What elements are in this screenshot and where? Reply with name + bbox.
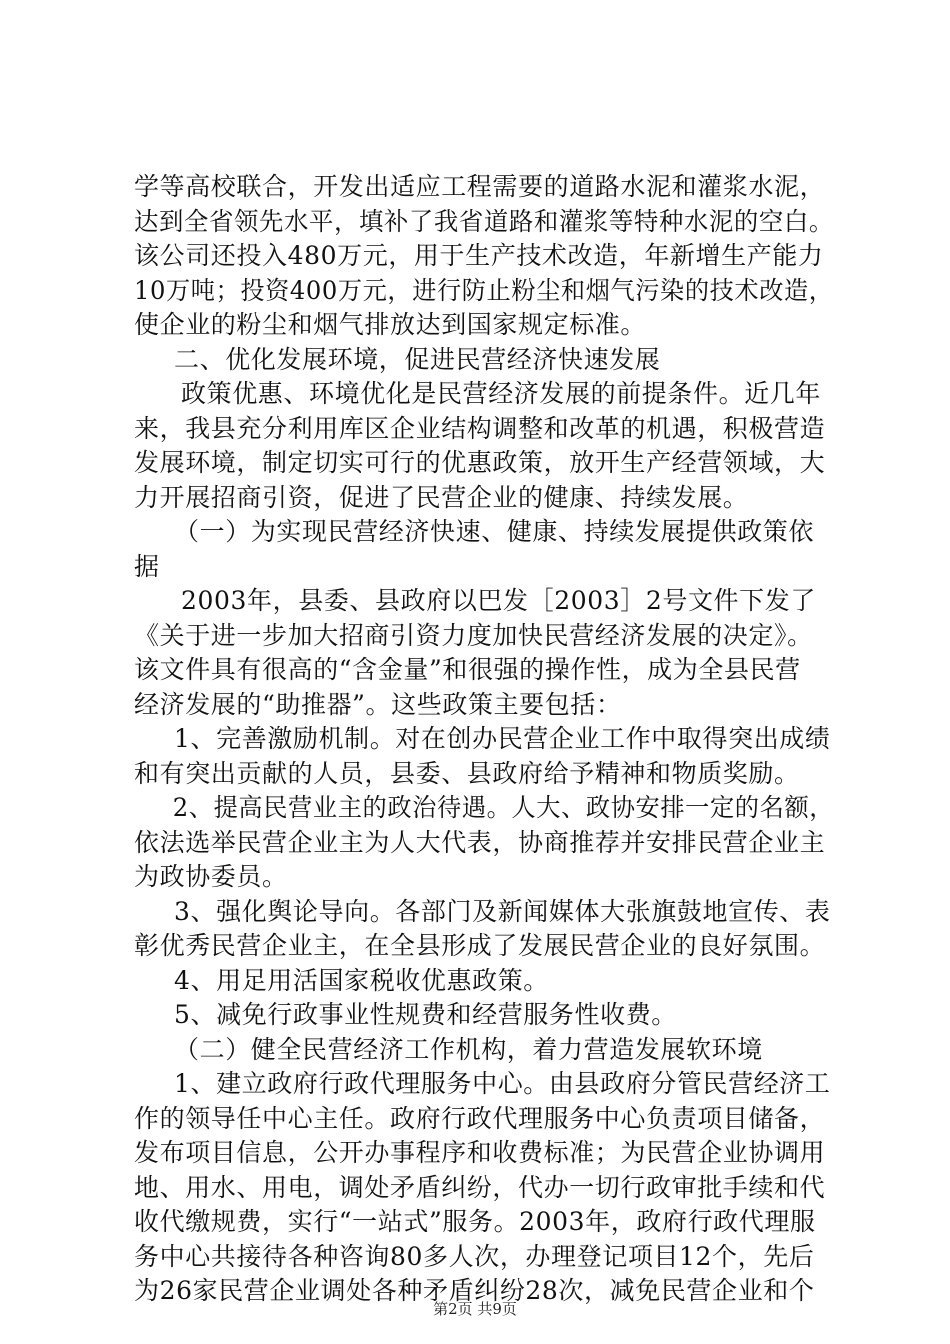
text-line: 《关于进一步加大招商引资力度加快民营经济发展的决定》。: [134, 620, 813, 650]
text-line: 10万吨；投资400万元，进行防止粉尘和烟气污染的技术改造，: [134, 275, 834, 305]
text-line: 务中心共接待各种咨询80多人次，办理登记项目12个，先后: [134, 1241, 815, 1271]
body-text: [134, 170, 834, 1309]
text-line: 和有突出贡献的人员，县委、县政府给予精神和物质奖励。: [134, 758, 800, 788]
text-line: 达到全省领先水平，填补了我省道路和灌浆等特种水泥的空白。: [134, 206, 834, 236]
text-line: 据: [134, 551, 160, 581]
text-line: 来，我县充分利用库区企业结构调整和改革的机遇，积极营造: [134, 413, 826, 443]
text-line: 2、提高民营业主的政治待遇。人大、政协安排一定的名额，: [172, 793, 835, 822]
text-line: （二）健全民营经济工作机构，着力营造发展软环境: [174, 1034, 763, 1064]
text-line: 1、完善激励机制。对在创办民营企业工作中取得突出成绩: [174, 724, 831, 753]
text-line: 5、减免行政事业性规费和经营服务性收费。: [174, 1000, 677, 1029]
text-line: （一）为实现民营经济快速、健康、持续发展提供政策依: [174, 517, 815, 546]
text-line: 2003年，县委、县政府以巴发［2003］2号文件下发了: [181, 586, 816, 615]
text-line: 该公司还投入480万元，用于生产技术改造，年新增生产能力: [134, 241, 824, 270]
text-line: 发展环境，制定切实可行的优惠政策，放开生产经营领域，大: [134, 448, 826, 477]
text-line: 3、强化舆论导向。各部门及新闻媒体大张旗鼓地宣传、表: [174, 896, 831, 926]
text-line: 为26家民营企业调处各种矛盾纠纷28次，减免民营企业和个: [134, 1276, 815, 1305]
text-line: 力开展招商引资，促进了民营企业的健康、持续发展。: [134, 482, 749, 512]
text-line: 地、用水、用电，调处矛盾纠纷，代办一切行政审批手续和代: [134, 1172, 826, 1202]
text-line: 1、建立政府行政代理服务中心。由县政府分管民营经济工: [174, 1069, 831, 1098]
text-line: 为政协委员。: [134, 862, 288, 891]
text-line: 4、用足用活国家税收优惠政策。: [174, 965, 549, 995]
text-line: 政策优惠、环境优化是民营经济发展的前提条件。近几年: [181, 379, 822, 408]
text-line: 作的领导任中心主任。政府行政代理服务中心负责项目储备，: [134, 1103, 826, 1133]
text-line: 依法选举民营企业主为人大代表，协商推荐并安排民营企业主: [134, 827, 826, 857]
text-line: 收代缴规费，实行“一站式”服务。2003年，政府行政代理服: [134, 1207, 816, 1236]
text-line: 彰优秀民营企业主，在全县形成了发展民营企业的良好氛围。: [134, 931, 826, 960]
text-line: 学等高校联合，开发出适应工程需要的道路水泥和灌浆水泥，: [134, 172, 826, 201]
text-line: 经济发展的“助推器”。这些政策主要包括：: [134, 689, 622, 719]
text-line: 使企业的粉尘和烟气排放达到国家规定标准。: [134, 310, 647, 339]
text-line: 该文件具有很高的“含金量”和很强的操作性，成为全县民营: [134, 655, 801, 684]
text-line: 二、优化发展环境，促进民营经济快速发展: [174, 344, 661, 374]
page-footer: 第2页 共9页: [433, 1300, 517, 1318]
text-line: 发布项目信息，公开办事程序和收费标准；为民营企业协调用: [134, 1138, 826, 1167]
